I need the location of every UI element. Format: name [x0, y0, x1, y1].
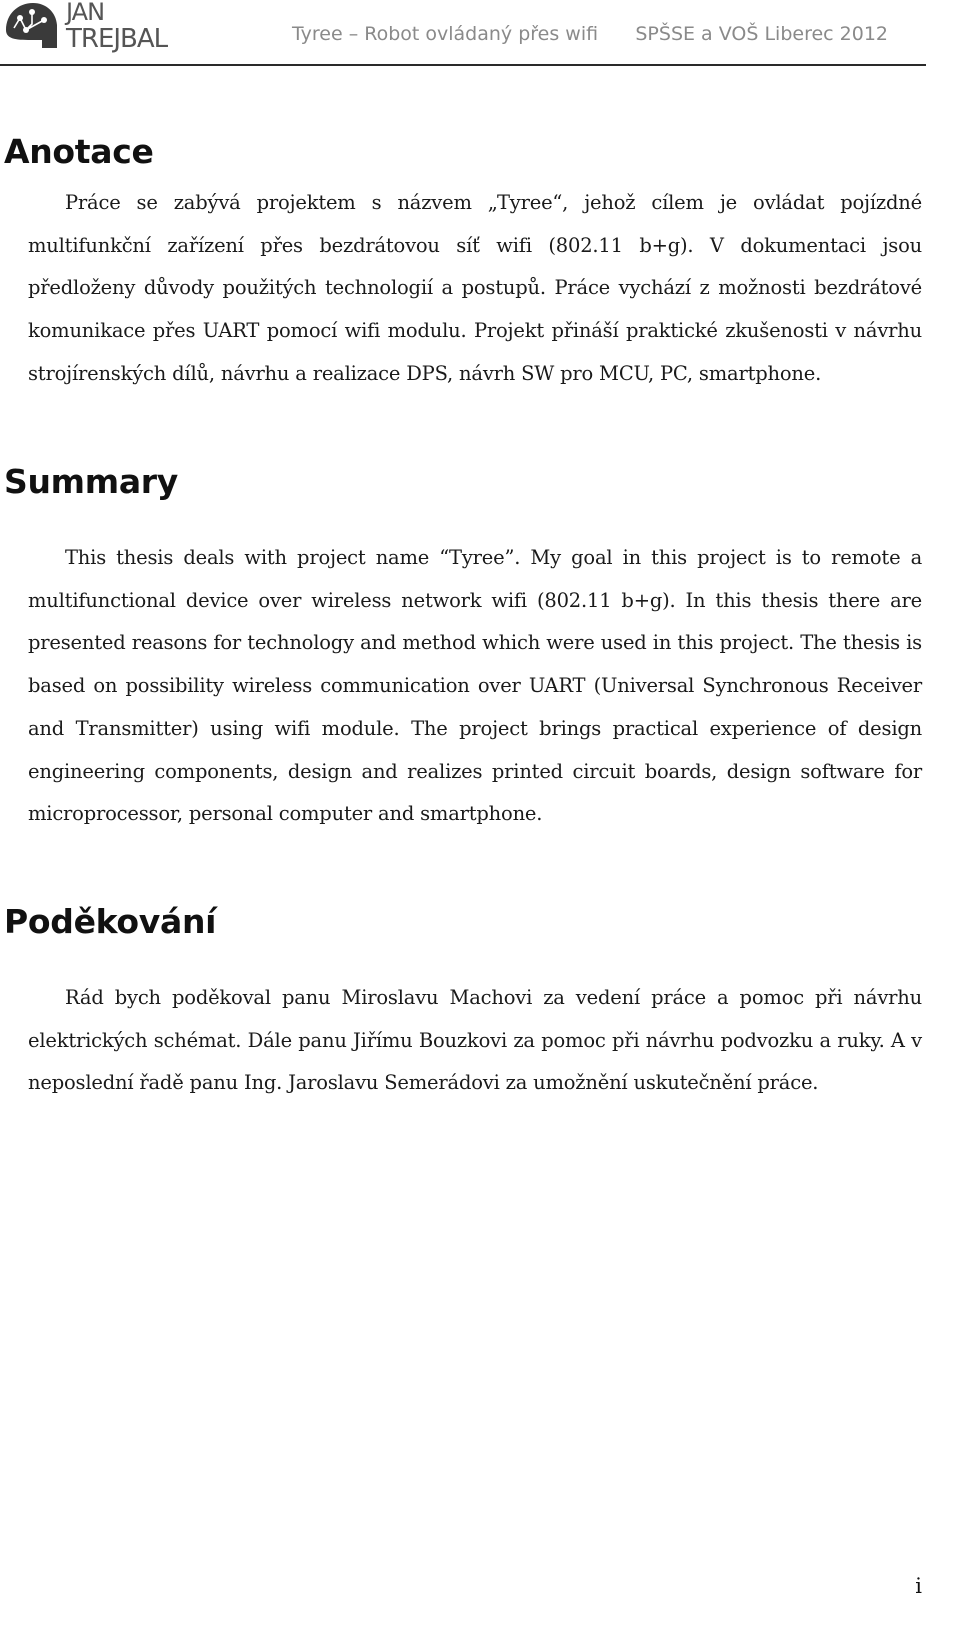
- section-heading-anotace: Anotace: [4, 132, 154, 171]
- page-number: i: [915, 1574, 922, 1598]
- logo-text-line2: TREJBAL: [66, 24, 168, 54]
- header-title: Tyree – Robot ovládaný přes wifi: [292, 23, 599, 45]
- section-heading-podekovani: Poděkování: [4, 902, 217, 941]
- circuit-head-icon: [6, 3, 57, 48]
- section-text-summary: This thesis deals with project name “Tyree”. My goal in this project is to remote a multifunctional device over wireless network wifi (802.11 b+g). In this thesis there are presented reasons for technology and method which were used in this project. The thesis is based on possibility wireless communication over UART (Universal Synchronous Receiver and Transmitter) using wifi module. The project brings practical experience of design engineering components, design and realizes printed circuit boards, design software for microprocessor, personal computer and smartphone.: [28, 546, 922, 826]
- header-school: SPŠSE a VOŠ Liberec 2012: [635, 23, 888, 45]
- page-header: [0, 0, 926, 66]
- logo: [4, 0, 179, 56]
- logo-text-line1: JAN: [66, 0, 105, 26]
- section-text-anotace: Práce se zabývá projektem s názvem „Tyree“, jehož cílem je ovládat pojízdné multifunkční zařízení přes bezdrátovou síť wifi (802.11 b+g). V dokumentaci jsou předloženy důvody použitých technologií a postupů. Práce vychází z možnosti bezdrátové komunikace přes UART pomocí wifi modulu. Projekt přináší praktické zkušenosti v návrhu strojírenských dílů, návrhu a realizace DPS, návrh SW pro MCU, PC, smartphone.: [28, 191, 922, 385]
- section-text-podekovani: Rád bych poděkoval panu Miroslavu Machovi za vedení práce a pomoc při návrhu elektrických schémat. Dále panu Jiřímu Bouzkovi za pomoc při návrhu podvozku a ruky. A v neposlední řadě panu Ing. Jaroslavu Semerádovi za umožnění uskutečnění práce.: [28, 986, 922, 1095]
- section-heading-summary: Summary: [4, 462, 178, 501]
